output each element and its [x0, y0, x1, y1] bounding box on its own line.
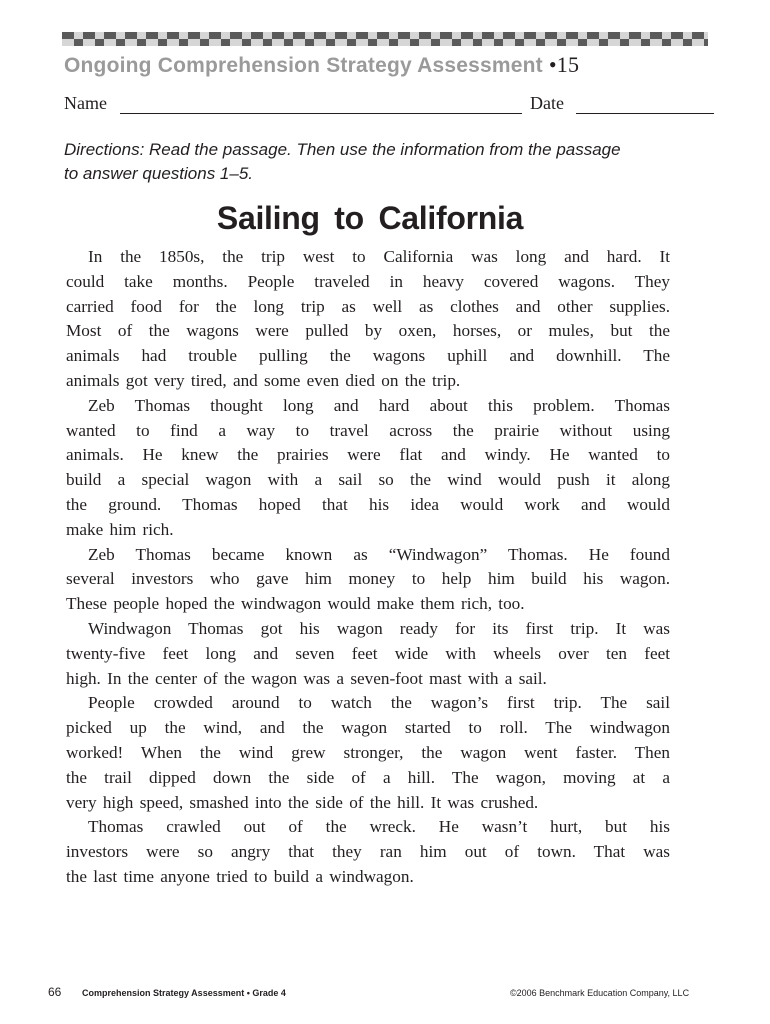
date-label: Date	[530, 93, 564, 113]
passage-line: investors were so angry that they ran him out of town. That was	[66, 842, 670, 862]
passage-line: twenty-five feet long and seven feet wide with wheels over ten feet	[66, 643, 670, 663]
passage-line: worked! When the wind grew stronger, the wagon went faster. Then	[66, 742, 670, 762]
passage-line: the ground. Thomas hoped that his idea would work and would	[66, 494, 670, 514]
paragraph	[66, 245, 670, 394]
passage-line: the trail dipped down the side of a hill. The wagon, moving at a	[66, 767, 670, 787]
passage-line: high. In the center of the wagon was a seven-foot mast with a sail.	[66, 668, 547, 688]
footer-copyright: ©2006 Benchmark Education Company, LLC	[510, 988, 690, 998]
passage-line: wanted to find a way to travel across the prairie without using	[66, 420, 670, 440]
passage-line: animals. He knew the prairies were flat and windy. He wanted to	[66, 445, 670, 465]
name-date-row	[64, 93, 714, 117]
passage-line: several investors who gave him money to help him build his wagon.	[66, 569, 670, 589]
passage-line: carried food for the long trip as well as clothes and other supplies.	[66, 296, 670, 316]
passage-line: Thomas crawled out of the wreck. He wasn’t hurt, but his	[88, 817, 670, 837]
passage	[66, 245, 670, 890]
paragraph	[66, 617, 670, 691]
directions-line: to answer questions 1–5.	[64, 164, 254, 183]
passage-line: picked up the wind, and the wagon started to roll. The windwagon	[66, 718, 670, 738]
passage-line: Zeb Thomas became known as “Windwagon” Thomas. He found	[88, 544, 670, 564]
passage-line: build a special wagon with a sail so the wind would push it along	[66, 470, 670, 490]
date-field[interactable]	[576, 113, 714, 114]
passage-line: make him rich.	[66, 519, 174, 539]
header-checker-bar	[62, 32, 708, 46]
assessment-title: Ongoing Comprehension Strategy Assessment	[64, 54, 543, 77]
paragraph	[66, 815, 670, 889]
name-label: Name	[64, 93, 107, 113]
page-number: 66	[48, 985, 62, 999]
passage-line: Windwagon Thomas got his wagon ready for its first trip. It was	[88, 618, 670, 638]
passage-line: These people hoped the windwagon would make them rich, too.	[66, 594, 525, 614]
directions-line: Directions: Read the passage. Then use the information from the passage	[64, 140, 621, 159]
assessment-number: •15	[548, 52, 580, 77]
passage-line: animals had trouble pulling the wagons uphill and downhill. The	[66, 346, 670, 366]
paragraph	[66, 691, 670, 815]
directions	[64, 138, 704, 186]
footer-course-label: Comprehension Strategy Assessment • Grade 4	[82, 988, 286, 998]
paragraph	[66, 543, 670, 617]
passage-line: animals got very tired, and some even died on the trip.	[66, 370, 461, 390]
name-field[interactable]	[120, 113, 522, 114]
passage-line: People crowded around to watch the wagon’s first trip. The sail	[88, 693, 670, 713]
passage-line: Zeb Thomas thought long and hard about this problem. Thomas	[88, 395, 670, 415]
passage-line: very high speed, smashed into the side of the hill. It was crushed.	[66, 792, 539, 812]
passage-line: could take months. People traveled in heavy covered wagons. They	[66, 271, 670, 291]
passage-line: Most of the wagons were pulled by oxen, horses, or mules, but the	[66, 321, 670, 341]
paragraph	[66, 394, 670, 543]
passage-line: In the 1850s, the trip west to California was long and hard. It	[88, 247, 670, 266]
passage-title: Sailing to California	[216, 200, 524, 236]
assessment-header	[64, 52, 579, 78]
passage-line: the last time anyone tried to build a windwagon.	[66, 866, 414, 886]
